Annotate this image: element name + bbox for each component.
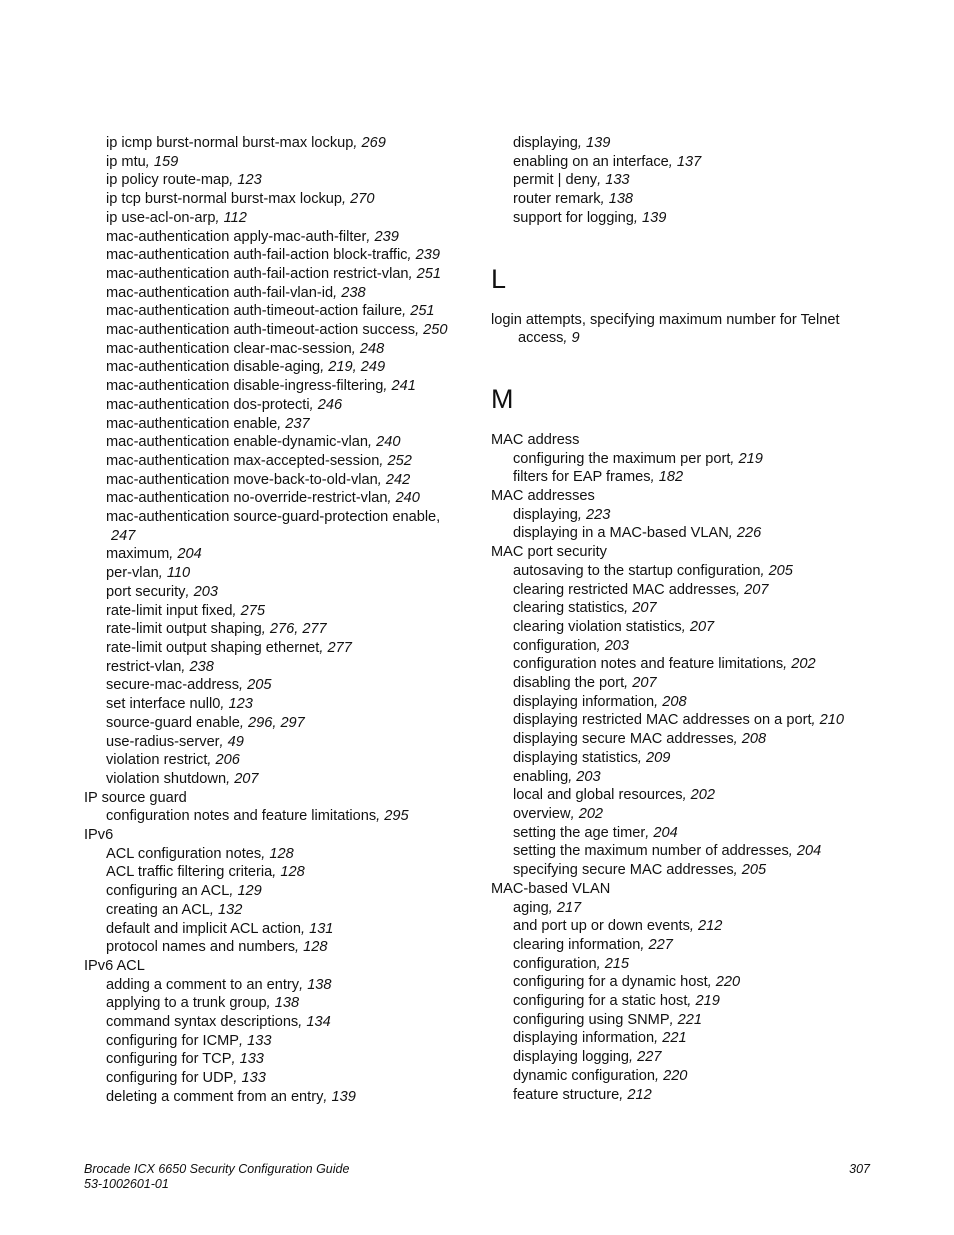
index-page-ref[interactable]: 227 [648, 936, 673, 953]
index-sub-entry: overview, 202 [513, 805, 604, 822]
index-page-ref[interactable]: 205 [768, 562, 793, 579]
index-term: deleting a comment from an entry [106, 1088, 324, 1105]
index-sub-entry: configuration notes and feature limitations, 202 [513, 656, 816, 673]
index-sub-entry: displaying restricted MAC addresses on a port, 210 [513, 712, 844, 729]
index-main-entry [491, 880, 871, 899]
index-term: autosaving to the startup configuration [513, 562, 761, 579]
index-sub-entry: use-radius-server, 49 [106, 733, 244, 750]
index-term: rate-limit output shaping [106, 621, 262, 638]
index-page-ref[interactable]: 204 [796, 843, 822, 860]
index-page-ref[interactable]: 238 [189, 658, 214, 675]
index-term: displaying statistics [513, 749, 638, 766]
index-page-ref[interactable]: 239 [415, 247, 440, 264]
index-sub-entry: displaying information, 208 [513, 693, 687, 710]
index-letter-heading-m: M [491, 383, 514, 414]
index-term: displaying information [513, 693, 655, 710]
index-term: violation restrict [106, 752, 208, 769]
index-term: ACL configuration notes [106, 845, 262, 862]
index-term: ip icmp burst-normal burst-max lockup [106, 135, 354, 151]
index-sub-entry: maximum, 204 [106, 546, 202, 563]
index-term: port security [106, 583, 186, 600]
index-term: mac-authentication apply-mac-auth-filter [106, 228, 367, 245]
index-page-ref[interactable]: 209 [646, 749, 671, 766]
index-sub-entry: permit | deny, 133 [513, 172, 630, 189]
index-sub-entry: mac-authentication auth-fail-vlan-id, 238 [106, 284, 366, 301]
index-term: rate-limit input fixed [106, 602, 233, 619]
index-term: ip use-acl-on-arp [106, 209, 216, 226]
index-page-ref[interactable]: 217 [556, 899, 582, 916]
index-sub-entry: set interface null0, 123 [106, 696, 253, 713]
index-sub-entry: mac-authentication disable-ingress-filtering, 241 [106, 378, 416, 395]
footer-document-title: Brocade ICX 6650 Security Configuration Guide [84, 1162, 350, 1176]
index-term: enabling [513, 768, 569, 785]
index-term: clearing restricted MAC addresses [513, 581, 737, 598]
index-page-ref[interactable]: 240 [376, 434, 401, 451]
index-term: mac-authentication max-accepted-session [106, 452, 380, 469]
index-term: source-guard enable [106, 714, 240, 731]
index-term: IPv6 ACL [84, 957, 145, 974]
index-page-ref[interactable]: 247 [111, 527, 136, 544]
index-main-entry [491, 311, 871, 330]
index-sub-entry: displaying logging, 227 [513, 1049, 662, 1066]
index-sub-entry: creating an ACL, 132 [106, 901, 243, 918]
index-page-ref[interactable]: 241 [391, 378, 416, 395]
index-page-ref[interactable]: 226 [736, 525, 762, 542]
index-sub-entry: ip icmp burst-normal burst-max lockup, 269 [106, 135, 386, 151]
index-page-ref[interactable]: 212 [627, 1086, 652, 1103]
index-sub-entry: setting the age timer, 204 [513, 824, 678, 841]
index-page-ref[interactable]: 202 [578, 805, 604, 822]
index-term: access [518, 330, 564, 347]
index-term: ip policy route-map [106, 172, 230, 189]
index-sub-entry [84, 508, 474, 527]
index-sub-entry: configuration, 203 [513, 637, 630, 654]
index-sub-entry: ip use-acl-on-arp, 112 [106, 209, 247, 226]
index-term: rate-limit output shaping ethernet [106, 639, 320, 656]
index-group-continued [491, 134, 871, 228]
index-term: MAC addresses [491, 488, 595, 505]
index-page-ref[interactable]: 205 [247, 677, 272, 694]
index-sub-entry: clearing statistics, 207 [513, 600, 657, 617]
index-term: configuring for ICMP [106, 1032, 240, 1049]
index-page-ref[interactable]: 128 [303, 939, 328, 956]
index-page-ref[interactable]: 182 [658, 469, 684, 486]
index-term: and port up or down events [513, 918, 690, 935]
page-footer-left [84, 1162, 349, 1192]
index-term: clearing violation statistics [513, 618, 682, 635]
index-page-ref[interactable]: 128 [280, 864, 305, 881]
index-sub-entry: per-vlan, 110 [106, 565, 191, 582]
index-term: local and global resources [513, 787, 683, 804]
index-page-ref[interactable]: 208 [662, 693, 687, 710]
index-term: configuring the maximum per port [513, 450, 731, 467]
index-term: mac-authentication clear-mac-session [106, 340, 352, 357]
index-main-entry [84, 789, 474, 808]
index-page-ref[interactable]: 239 [374, 228, 399, 245]
index-page-ref[interactable]: 123 [237, 172, 262, 189]
index-page-ref[interactable]: 134 [306, 1014, 331, 1031]
index-term: configuring for a dynamic host [513, 974, 708, 991]
index-page-ref[interactable]: 237 [285, 415, 310, 432]
index-sub-entry: command syntax descriptions, 134 [106, 1014, 331, 1031]
index-page-ref[interactable]: 203 [576, 768, 601, 785]
index-page-ref[interactable]: 251 [410, 303, 435, 320]
index-term: MAC-based VLAN [491, 880, 611, 897]
index-sub-entry: applying to a trunk group, 138 [106, 995, 300, 1012]
index-page-ref[interactable]: 212 [697, 918, 723, 935]
index-term: creating an ACL [106, 901, 210, 918]
index-letter-heading-l: L [491, 263, 507, 294]
index-sub-entry: displaying in a MAC-based VLAN, 226 [513, 525, 762, 542]
index-term: permit | deny [513, 172, 598, 189]
index-page-ref[interactable]: 123 [228, 696, 253, 713]
index-page-ref[interactable]: 131 [309, 920, 334, 937]
index-page-ref[interactable]: 227 [637, 1049, 662, 1066]
index-term: configuration [513, 637, 597, 654]
index-page-ref[interactable]: 223 [586, 506, 611, 523]
index-sub-entry: mac-authentication disable-aging, 219, 249 [106, 359, 386, 376]
index-page-ref[interactable]: 203 [604, 637, 630, 654]
index-page-ref[interactable]: 270 [350, 191, 375, 208]
index-sub-entry: displaying statistics, 209 [513, 749, 671, 766]
index-sub-entry: configuring for ICMP, 133 [106, 1032, 272, 1049]
index-sub-entry: clearing violation statistics, 207 [513, 618, 715, 635]
index-page-ref[interactable]: 206 [215, 752, 240, 769]
index-page-ref[interactable]: 275 [240, 602, 265, 619]
index-sub-entry: filters for EAP frames, 182 [513, 469, 684, 486]
footer-document-number: 53-1002601-01 [84, 1177, 169, 1191]
index-page-ref[interactable]: 133 [241, 1070, 266, 1087]
index-main-entry [491, 487, 871, 506]
index-term: clearing information [513, 936, 641, 953]
index-sub-entry [84, 527, 474, 546]
index-page-ref[interactable]: 203 [193, 583, 218, 600]
index-sub-entry: mac-authentication enable-dynamic-vlan, 240 [106, 434, 401, 451]
index-sub-entry: displaying, 139 [513, 135, 611, 151]
index-term: configuration notes and feature limitations [106, 808, 377, 825]
index-page-ref[interactable]: 139 [586, 135, 611, 151]
index-sub-entry: mac-authentication dos-protecti, 246 [106, 396, 343, 413]
index-sub-entry: ip tcp burst-normal burst-max lockup, 270 [106, 191, 375, 208]
index-term: MAC port security [491, 544, 607, 561]
index-term: per-vlan [106, 565, 159, 582]
index-sub-entry: configuration, 215 [513, 955, 630, 972]
index-page-ref[interactable]: 210 [819, 712, 844, 729]
index-sub-entry: configuring using SNMP, 221 [513, 1011, 703, 1028]
index-term: protocol names and numbers [106, 939, 296, 956]
index-page-ref[interactable]: 220 [715, 974, 741, 991]
index-page-ref[interactable]: 129 [237, 883, 262, 900]
index-term: displaying in a MAC-based VLAN [513, 525, 729, 542]
index-sub-entry: configuring an ACL, 129 [106, 883, 262, 900]
index-term: enabling on an interface [513, 153, 669, 170]
index-term: MAC address [491, 431, 580, 448]
index-term: displaying restricted MAC addresses on a port [513, 712, 812, 729]
index-term: mac-authentication disable-ingress-filtering [106, 378, 384, 395]
index-page-ref[interactable]: 207 [744, 581, 769, 598]
index-page-ref[interactable]: 128 [269, 845, 294, 862]
index-page-ref[interactable]: 219, 249 [328, 359, 386, 376]
index-sub-entry: port security, 203 [106, 583, 218, 600]
index-term: configuring for UDP [106, 1070, 234, 1087]
index-sub-entry: mac-authentication no-override-restrict-vlan, 240 [106, 490, 420, 507]
index-sub-entry: clearing restricted MAC addresses, 207 [513, 581, 769, 598]
index-term: setting the age timer [513, 824, 646, 841]
index-term: displaying information [513, 1030, 655, 1047]
index-term: mac-authentication no-override-restrict-vlan [106, 490, 388, 507]
index-sub-entry: mac-authentication enable, 237 [106, 415, 310, 432]
index-term: mac-authentication enable [106, 415, 278, 432]
index-term: restrict-vlan [106, 658, 182, 675]
index-page-ref[interactable]: 221 [662, 1030, 687, 1047]
index-term: mac-authentication disable-aging [106, 359, 321, 376]
index-term: filters for EAP frames [513, 469, 651, 486]
index-term: router remark [513, 191, 601, 208]
index-term: violation shutdown [106, 770, 227, 787]
index-sub-entry: rate-limit output shaping ethernet, 277 [106, 639, 352, 656]
index-sub-entry: rate-limit output shaping, 276, 277 [106, 621, 327, 638]
index-term: ip tcp burst-normal burst-max lockup [106, 191, 343, 208]
index-term: mac-authentication move-back-to-old-vlan [106, 471, 378, 488]
index-page-ref[interactable]: 133 [247, 1032, 272, 1049]
index-term: login attempts, specifying maximum number for Telnet [491, 311, 840, 328]
index-page-ref[interactable]: 269 [361, 135, 386, 151]
index-sub-entry: setting the maximum number of addresses, 204 [513, 843, 822, 860]
index-page-ref[interactable]: 238 [341, 284, 366, 301]
index-page-ref[interactable]: 276, 277 [269, 621, 327, 638]
index-page-ref[interactable]: 207 [234, 770, 259, 787]
index-term: mac-authentication source-guard-protection enable, [106, 509, 441, 526]
index-term: disabling the port [513, 675, 625, 692]
index-page-ref[interactable]: 207 [632, 675, 657, 692]
index-term: mac-authentication enable-dynamic-vlan [106, 434, 369, 451]
index-sub-entry: ACL configuration notes, 128 [106, 845, 294, 862]
index-term: ACL traffic filtering criteria [106, 864, 273, 881]
index-sub-entry: ip policy route-map, 123 [106, 172, 262, 189]
index-page-ref[interactable]: 251 [416, 265, 442, 282]
index-sub-entry: local and global resources, 202 [513, 787, 716, 804]
index-column-right [491, 134, 871, 1104]
index-page-ref[interactable]: 277 [327, 639, 352, 656]
index-term: mac-authentication auth-fail-action block-traffic [106, 247, 408, 264]
index-page-ref[interactable]: 252 [387, 452, 412, 469]
index-term: configuring for a static host [513, 993, 688, 1010]
index-sub-entry: displaying information, 221 [513, 1030, 687, 1047]
index-term: feature structure [513, 1086, 620, 1103]
index-page-ref[interactable]: 49 [227, 733, 244, 750]
index-sub-entry: router remark, 138 [513, 191, 634, 208]
index-term: use-radius-server [106, 733, 220, 750]
index-page-ref[interactable]: 202 [690, 787, 716, 804]
index-sub-entry: dynamic configuration, 220 [513, 1067, 688, 1084]
index-page-ref[interactable]: 208 [741, 731, 767, 748]
index-term: mac-authentication dos-protecti [106, 396, 310, 413]
index-sub-entry: ip mtu, 159 [106, 153, 179, 170]
index-term: maximum [106, 546, 170, 563]
page-number: 307 [849, 1162, 870, 1176]
index-sub-entry: configuring for a dynamic host, 220 [513, 974, 741, 991]
index-sub-entry: mac-authentication apply-mac-auth-filter, 239 [106, 228, 399, 245]
index-page-ref[interactable]: 159 [153, 153, 179, 170]
index-sub-entry: disabling the port, 207 [513, 675, 657, 692]
index-term: mac-authentication auth-fail-action restrict-vlan [106, 265, 409, 282]
index-sub-entry: configuring for a static host, 219 [513, 993, 720, 1010]
index-page-ref[interactable]: 205 [741, 862, 767, 879]
index-term: displaying [513, 135, 578, 151]
index-sub-entry: protocol names and numbers, 128 [106, 939, 328, 956]
index-term: configuring for TCP [106, 1051, 232, 1068]
index-sub-entry: secure-mac-address, 205 [106, 677, 272, 694]
index-sub-entry: mac-authentication auth-fail-action block-traffic, 239 [106, 247, 440, 264]
index-page-ref[interactable]: 219 [695, 993, 720, 1010]
index-term: mac-authentication auth-timeout-action success [106, 322, 416, 339]
index-sub-entry: mac-authentication max-accepted-session, 252 [106, 452, 412, 469]
index-sub-entry: feature structure, 212 [513, 1086, 652, 1103]
index-term: applying to a trunk group [106, 995, 267, 1012]
index-sub-entry: configuration notes and feature limitations, 295 [106, 808, 409, 825]
index-page-ref[interactable]: 137 [676, 153, 702, 170]
index-sub-entry: displaying, 223 [513, 506, 611, 523]
index-page-ref[interactable]: 220 [663, 1067, 688, 1084]
index-sub-entry: mac-authentication auth-fail-action restrict-vlan, 251 [106, 265, 442, 282]
index-main-entry [84, 957, 474, 976]
index-sub-entry: deleting a comment from an entry, 139 [106, 1088, 356, 1105]
index-page-ref[interactable]: 207 [632, 600, 657, 617]
index-term: aging [513, 899, 549, 916]
index-sub-entry: mac-authentication clear-mac-session, 248 [106, 340, 385, 357]
index-sub-entry: mac-authentication auth-timeout-action failure, 251 [106, 303, 435, 320]
index-page-ref[interactable]: 296, 297 [247, 714, 305, 731]
index-term: mac-authentication auth-timeout-action failure [106, 303, 403, 320]
index-sub-entry: mac-authentication auth-timeout-action success, 250 [106, 322, 448, 339]
index-sub-entry: displaying secure MAC addresses, 208 [513, 731, 767, 748]
index-term: default and implicit ACL action [106, 920, 301, 937]
index-column-left [84, 134, 474, 1107]
index-sub-entry: autosaving to the startup configuration, 205 [513, 562, 793, 579]
index-term: specifying secure MAC addresses [513, 862, 734, 879]
index-page-ref[interactable]: 132 [217, 901, 243, 918]
index-sub-entry: access, 9 [518, 330, 580, 347]
index-term: overview [513, 805, 571, 822]
index-sub-entry: source-guard enable, 296, 297 [106, 714, 305, 731]
index-page-ref[interactable]: 204 [177, 546, 202, 563]
index-term: configuration notes and feature limitations [513, 656, 784, 673]
index-group-m [491, 431, 871, 1104]
index-sub-entry: rate-limit input fixed, 275 [106, 602, 265, 619]
index-page-ref[interactable]: 248 [359, 340, 385, 357]
index-page-ref[interactable]: 204 [653, 824, 678, 841]
index-page-ref[interactable]: 139 [642, 209, 667, 226]
index-term: command syntax descriptions [106, 1014, 299, 1031]
index-page-ref[interactable]: 138 [307, 976, 332, 993]
index-sub-entry: configuring for TCP, 133 [106, 1051, 264, 1068]
index-term: support for logging [513, 209, 634, 226]
index-page-ref[interactable]: 138 [274, 995, 300, 1012]
index-term: set interface null0 [106, 696, 221, 713]
index-sub-entry: support for logging, 139 [513, 209, 667, 226]
index-sub-entry: clearing information, 227 [513, 936, 673, 953]
index-page-ref[interactable]: 139 [331, 1088, 356, 1105]
index-sub-entry: adding a comment to an entry, 138 [106, 976, 332, 993]
index-term: mac-authentication auth-fail-vlan-id [106, 284, 334, 301]
index-sub-entry: violation shutdown, 207 [106, 770, 259, 787]
index-term: IPv6 [84, 827, 114, 844]
index-page-ref[interactable]: 133 [605, 172, 630, 189]
index-page-ref[interactable]: 295 [384, 808, 409, 825]
index-sub-entry: aging, 217 [513, 899, 582, 916]
index-main-entry [491, 431, 871, 450]
index-term: adding a comment to an entry [106, 976, 300, 993]
index-term: ip mtu [106, 153, 146, 170]
index-page-ref[interactable]: 215 [604, 955, 630, 972]
index-sub-entry: and port up or down events, 212 [513, 918, 723, 935]
index-page-ref[interactable]: 202 [791, 656, 816, 673]
index-page-ref[interactable]: 242 [385, 471, 411, 488]
index-page-ref[interactable]: 110 [166, 565, 191, 582]
index-term: displaying secure MAC addresses [513, 731, 734, 748]
index-sub-entry: configuring the maximum per port, 219 [513, 450, 763, 467]
index-sub-entry: default and implicit ACL action, 131 [106, 920, 334, 937]
index-sub-entry: specifying secure MAC addresses, 205 [513, 862, 767, 879]
index-term: configuring an ACL [106, 883, 230, 900]
index-term: configuration [513, 955, 597, 972]
index-term: displaying [513, 506, 578, 523]
index-page-ref[interactable]: 112 [223, 209, 247, 226]
index-sub-entry: mac-authentication move-back-to-old-vlan, 242 [106, 471, 411, 488]
index-term: clearing statistics [513, 600, 625, 617]
index-page-ref[interactable]: 250 [423, 322, 448, 339]
index-sub-entry: restrict-vlan, 238 [106, 658, 214, 675]
index-sub-entry: enabling, 203 [513, 768, 601, 785]
index-page-ref[interactable]: 219 [738, 450, 763, 467]
index-term: dynamic configuration [513, 1067, 655, 1084]
index-main-entry [84, 826, 474, 845]
index-sub-entry: enabling on an interface, 137 [513, 153, 702, 170]
index-term: setting the maximum number of addresses [513, 843, 789, 860]
index-page-ref[interactable]: 138 [608, 191, 634, 208]
index-term: configuring using SNMP [513, 1011, 670, 1028]
index-sub-entry: configuring for UDP, 133 [106, 1070, 266, 1087]
index-term: IP source guard [84, 789, 187, 806]
index-term: displaying logging [513, 1049, 630, 1066]
index-main-entry [491, 543, 871, 562]
index-sub-entry: violation restrict, 206 [106, 752, 240, 769]
index-page-ref[interactable]: 221 [677, 1011, 703, 1028]
index-page-ref[interactable]: 240 [395, 490, 420, 507]
index-sub-entry: ACL traffic filtering criteria, 128 [106, 864, 305, 881]
index-page-ref[interactable]: 133 [239, 1051, 264, 1068]
index-page-ref[interactable]: 246 [317, 396, 343, 413]
index-group-l [491, 311, 871, 348]
index-page-ref[interactable]: 207 [689, 618, 715, 635]
index-term: secure-mac-address [106, 677, 240, 694]
index-page-ref[interactable]: 9 [571, 330, 580, 347]
